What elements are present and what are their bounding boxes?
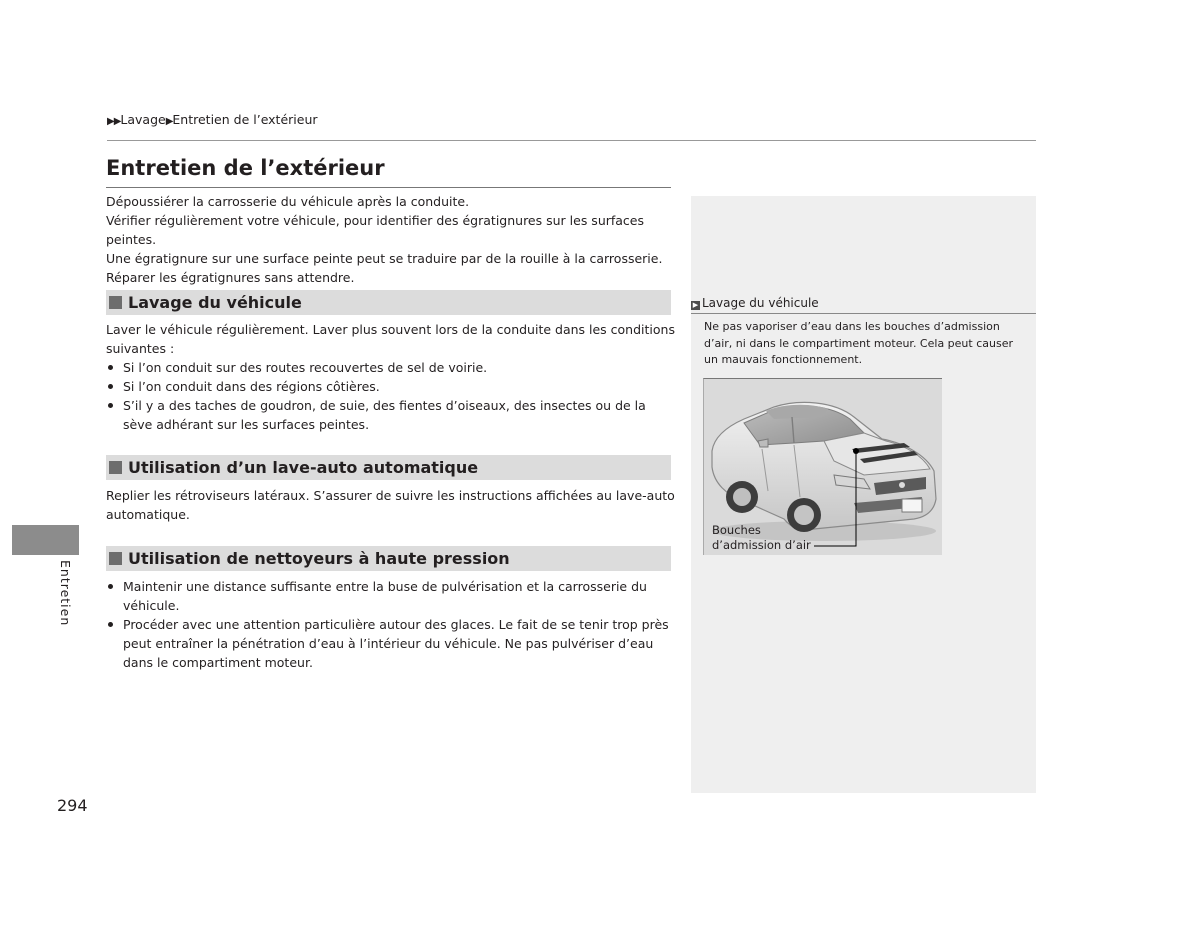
section-square-icon xyxy=(109,461,122,474)
section-title: Lavage du véhicule xyxy=(128,293,302,312)
chapter-tab[interactable] xyxy=(12,525,79,555)
intro-line: Dépoussiérer la carrosserie du véhicule après la conduite. xyxy=(106,194,470,209)
list-item: Maintenir une distance suffisante entre la buse de pulvérisation et la carrosserie du véhicule. xyxy=(106,577,676,615)
section-square-icon xyxy=(109,296,122,309)
intro-text xyxy=(106,192,672,287)
note-heading xyxy=(691,296,1036,314)
list-item: Si l’on conduit sur des routes recouvertes de sel de voirie. xyxy=(106,358,676,377)
intro-line: Une égratignure sur une surface peinte peut se traduire par de la rouille à la carrosserie. xyxy=(106,251,663,266)
chapter-tab-label: Entretien xyxy=(58,560,73,627)
section-body-lavage xyxy=(106,320,676,434)
car-illustration xyxy=(703,378,942,555)
note-title: Lavage du véhicule xyxy=(702,296,819,310)
section-heading-haute-pression xyxy=(106,546,671,571)
section-square-icon xyxy=(109,552,122,565)
header-divider xyxy=(107,140,1036,141)
page-number: 294 xyxy=(57,796,88,815)
note-text: Ne pas vaporiser d’eau dans les bouches d’admission d’air, ni dans le compartiment moteur. Cela peut causer un mauvais fonctionnement. xyxy=(704,320,1013,366)
title-underline xyxy=(106,187,671,188)
section-title: Utilisation d’un lave-auto automatique xyxy=(128,458,479,477)
page-title: Entretien de l’extérieur xyxy=(106,156,385,180)
intro-line: Vérifier régulièrement votre véhicule, pour identifier des égratignures sur les surfaces peintes. xyxy=(106,213,645,247)
section-body-lave-auto xyxy=(106,486,676,524)
bullet-list xyxy=(106,577,676,672)
intro-line: Réparer les égratignures sans attendre. xyxy=(106,270,355,285)
section-paragraph: Laver le véhicule régulièrement. Laver plus souvent lors de la conduite dans les conditions suivantes : xyxy=(106,322,675,356)
figure-caption-line: d’admission d’air xyxy=(712,537,811,552)
figure-caption-line: Bouches xyxy=(712,523,761,537)
figure-caption xyxy=(712,523,811,552)
section-heading-lave-auto xyxy=(106,455,671,480)
section-title: Utilisation de nettoyeurs à haute pression xyxy=(128,549,510,568)
list-item: S’il y a des taches de goudron, de suie, des fientes d’oiseaux, des insectes ou de la sève adhérant sur les surfaces peintes. xyxy=(106,396,676,434)
breadcrumb-arrows-icon: ▶▶ xyxy=(107,116,121,127)
list-item: Procéder avec une attention particulière autour des glaces. Le fait de se tenir trop près peut entraîner la pénétration d’eau à l’intérieur du véhicule. Ne pas pulvériser d’eau dans le compartiment moteur. xyxy=(106,615,676,672)
section-heading-lavage xyxy=(106,290,671,315)
breadcrumb xyxy=(107,112,318,127)
bullet-list xyxy=(106,358,676,434)
breadcrumb-separator-icon: ▶ xyxy=(165,116,173,127)
section-body-haute-pression xyxy=(106,577,676,672)
reference-arrow-icon: ▶ xyxy=(692,301,699,309)
breadcrumb-item-current: Entretien de l’extérieur xyxy=(172,112,318,127)
list-item: Si l’on conduit dans des régions côtières. xyxy=(106,377,676,396)
breadcrumb-item-lavage[interactable]: Lavage xyxy=(120,112,166,127)
section-paragraph: Replier les rétroviseurs latéraux. S’assurer de suivre les instructions affichées au lave-auto automatique. xyxy=(106,488,675,522)
